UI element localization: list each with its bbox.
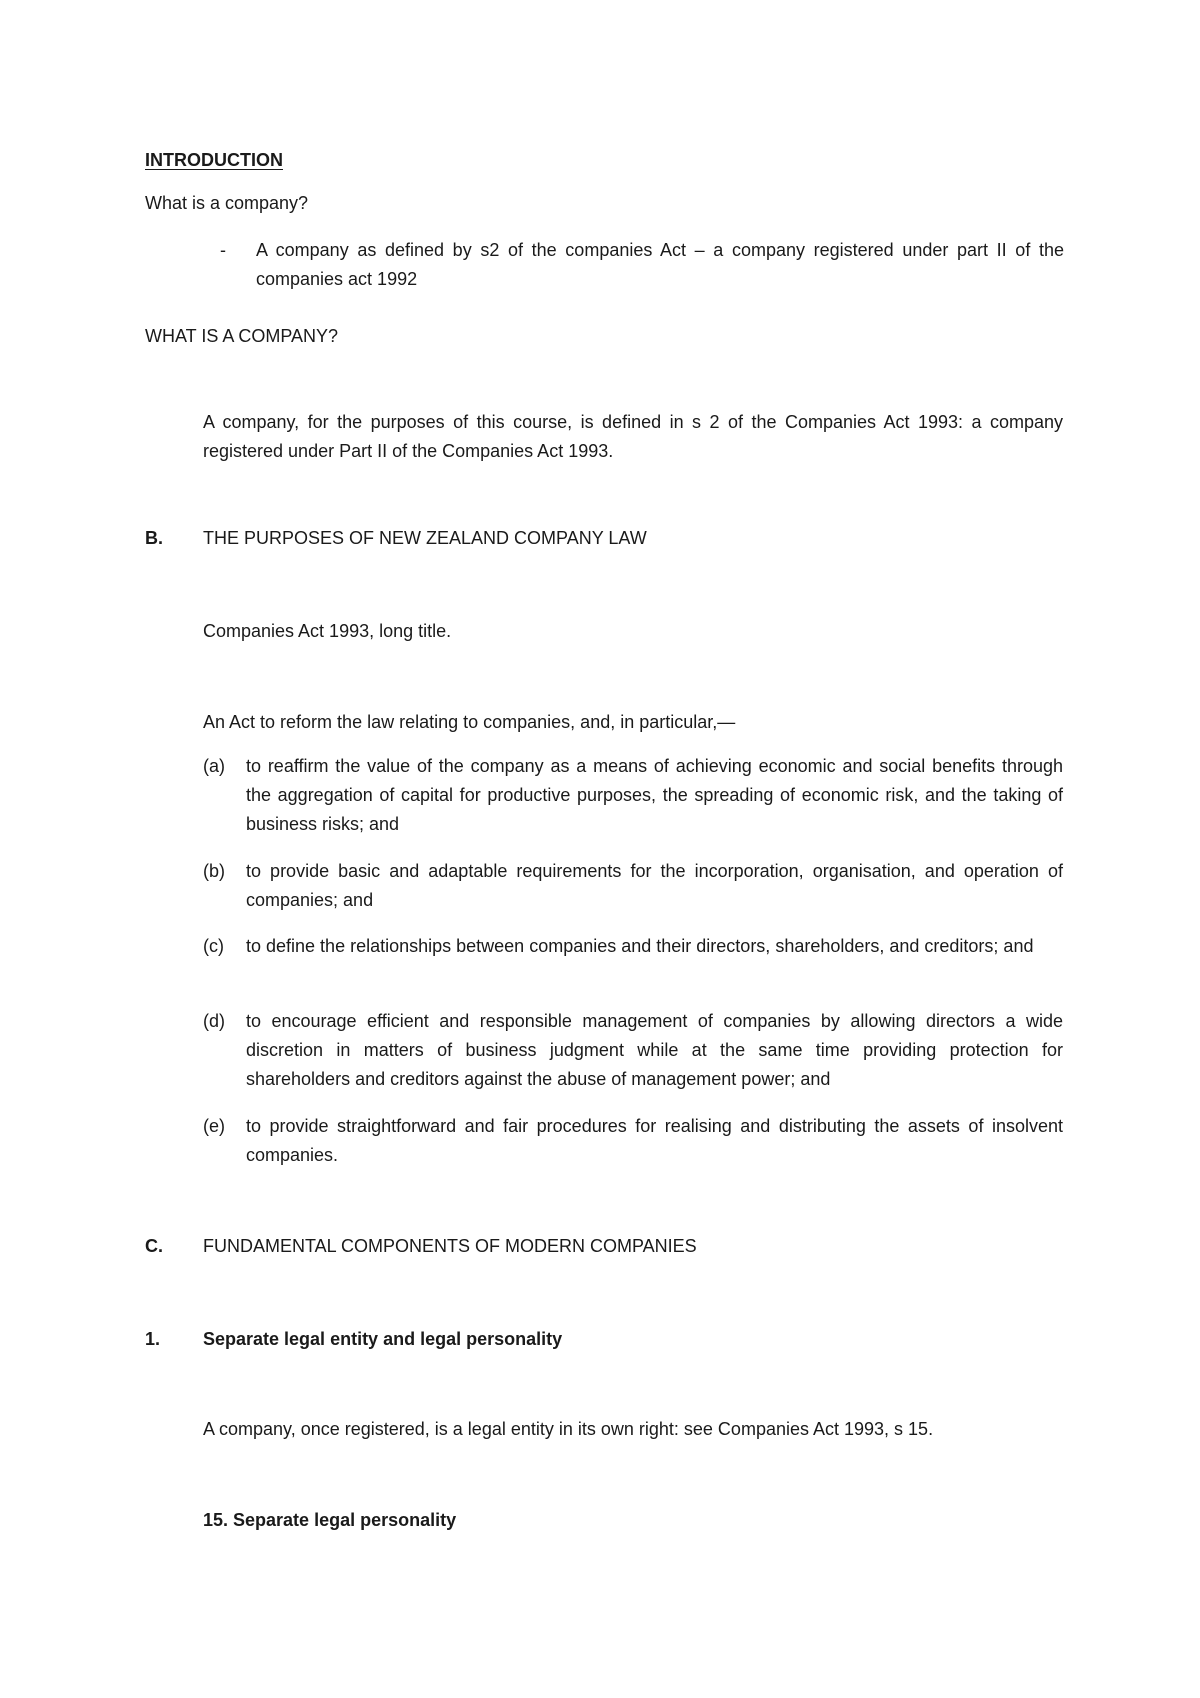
intro-question: What is a company? — [145, 193, 309, 213]
intro-heading-2: WHAT IS A COMPANY? — [145, 326, 339, 346]
intro-heading: INTRODUCTION — [145, 150, 283, 170]
item-b-text: to provide basic and adaptable requirements for the incorporation, organisation, and operation of companies; and — [246, 861, 1063, 910]
definition-paragraph: A company, for the purposes of this course, is defined in s 2 of the Companies Act 1993: a company registered under Part II of the Companies Act 1993. — [203, 412, 1063, 461]
item-e-label: (e) — [203, 1116, 225, 1136]
item-d-label: (d) — [203, 1011, 225, 1031]
section-b-lead: An Act to reform the law relating to companies, and, in particular,— — [203, 712, 736, 732]
section-15-heading: 15. Separate legal personality — [203, 1510, 457, 1530]
subsection-title: Separate legal entity and legal personality — [203, 1329, 563, 1349]
item-c-label: (c) — [203, 936, 224, 956]
subsection-number: 1. — [145, 1329, 161, 1349]
item-e-text: to provide straightforward and fair procedures for realising and distributing the assets of insolvent companies. — [246, 1116, 1063, 1165]
item-b-label: (b) — [203, 861, 225, 881]
item-d-text: to encourage efficient and responsible management of companies by allowing directors a wide discretion in matters of business judgment while at the same time providing protection for shareholders and creditors against the abuse of management power; and — [246, 1011, 1063, 1089]
bullet-text: A company as defined by s2 of the companies Act – a company registered under part II of the companies act 1992 — [256, 240, 1064, 289]
section-b-letter: B. — [145, 528, 163, 548]
section-b-reference: Companies Act 1993, long title. — [203, 621, 452, 641]
section-c-letter: C. — [145, 1236, 163, 1256]
subsection-body: A company, once registered, is a legal entity in its own right: see Companies Act 1993, s 15. — [203, 1419, 934, 1439]
section-c-title: FUNDAMENTAL COMPONENTS OF MODERN COMPANIES — [203, 1236, 697, 1256]
section-b-title: THE PURPOSES OF NEW ZEALAND COMPANY LAW — [203, 528, 647, 548]
item-a-text: to reaffirm the value of the company as a means of achieving economic and social benefits through the aggregation of capital for productive purposes, the spreading of economic risk, and the taking of business risks; and — [246, 756, 1063, 834]
item-a-label: (a) — [203, 756, 225, 776]
item-c-text: to define the relationships between companies and their directors, shareholders, and creditors; and — [246, 936, 1034, 956]
bullet-marker: - — [220, 240, 226, 260]
